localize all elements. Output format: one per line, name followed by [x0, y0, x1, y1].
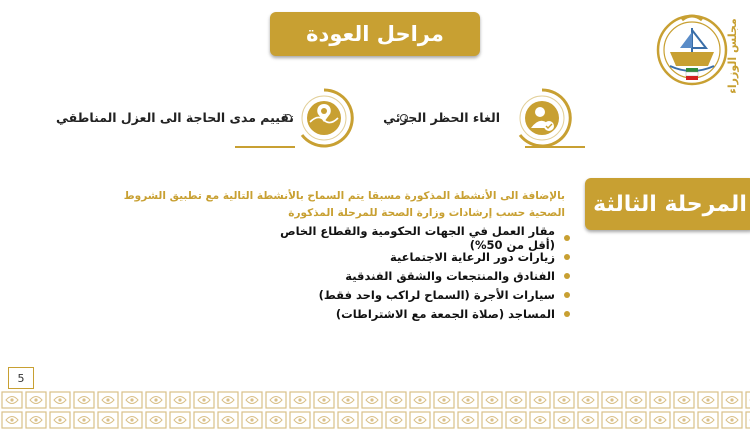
- bullet-dot: [564, 254, 570, 260]
- underline: [235, 146, 295, 148]
- kuwait-council-seal-icon: [652, 6, 748, 104]
- person-shield-icon: [512, 88, 572, 148]
- measure-item-regional-isolation: [56, 88, 360, 150]
- list-item: مقار العمل في الجهات الحكومية والقطاع الخاص (أقل من 50%): [250, 228, 570, 247]
- list-item: المساجد (صلاة الجمعة مع الاشتراطات): [250, 304, 570, 323]
- measure-item-lift-curfew: [383, 88, 570, 150]
- list-bullet: [400, 114, 408, 122]
- decorative-border-icon: [0, 390, 750, 430]
- map-pin-shield-icon: [294, 88, 354, 148]
- phase-intro: بالإضافة الى الأنشطة المذكورة مسبقا يتم السماح بالأنشطة التالية مع تطبيق الشروط الصحية حسب إرشادات وزارة الصحة للمرحلة المذكورة: [123, 190, 565, 219]
- list-item: سيارات الأجرة (السماح لراكب واحد فقط): [250, 285, 570, 304]
- measure-label: تقييم مدى الحاجة الى العزل المناطقي: [56, 110, 294, 125]
- list-item: الفنادق والمنتجعات والشقق الفندقية: [250, 266, 570, 285]
- logo-text: مجلس الوزراء: [726, 18, 739, 94]
- list-bullet: [284, 114, 292, 122]
- bullet-dot: [564, 292, 570, 298]
- page-title: مراحل العودة: [270, 12, 480, 56]
- bullet-dot: [564, 273, 570, 279]
- page-number: 5: [8, 367, 34, 389]
- measure-label: الغاء الحظر الجزئي: [383, 110, 500, 125]
- allowed-activities-list: [250, 223, 570, 323]
- list-item: زيارات دور الرعاية الاجتماعية: [250, 247, 570, 266]
- bullet-dot: [564, 235, 570, 241]
- phase-title: المرحلة الثالثة: [585, 178, 750, 230]
- underline: [525, 146, 585, 148]
- bullet-dot: [564, 311, 570, 317]
